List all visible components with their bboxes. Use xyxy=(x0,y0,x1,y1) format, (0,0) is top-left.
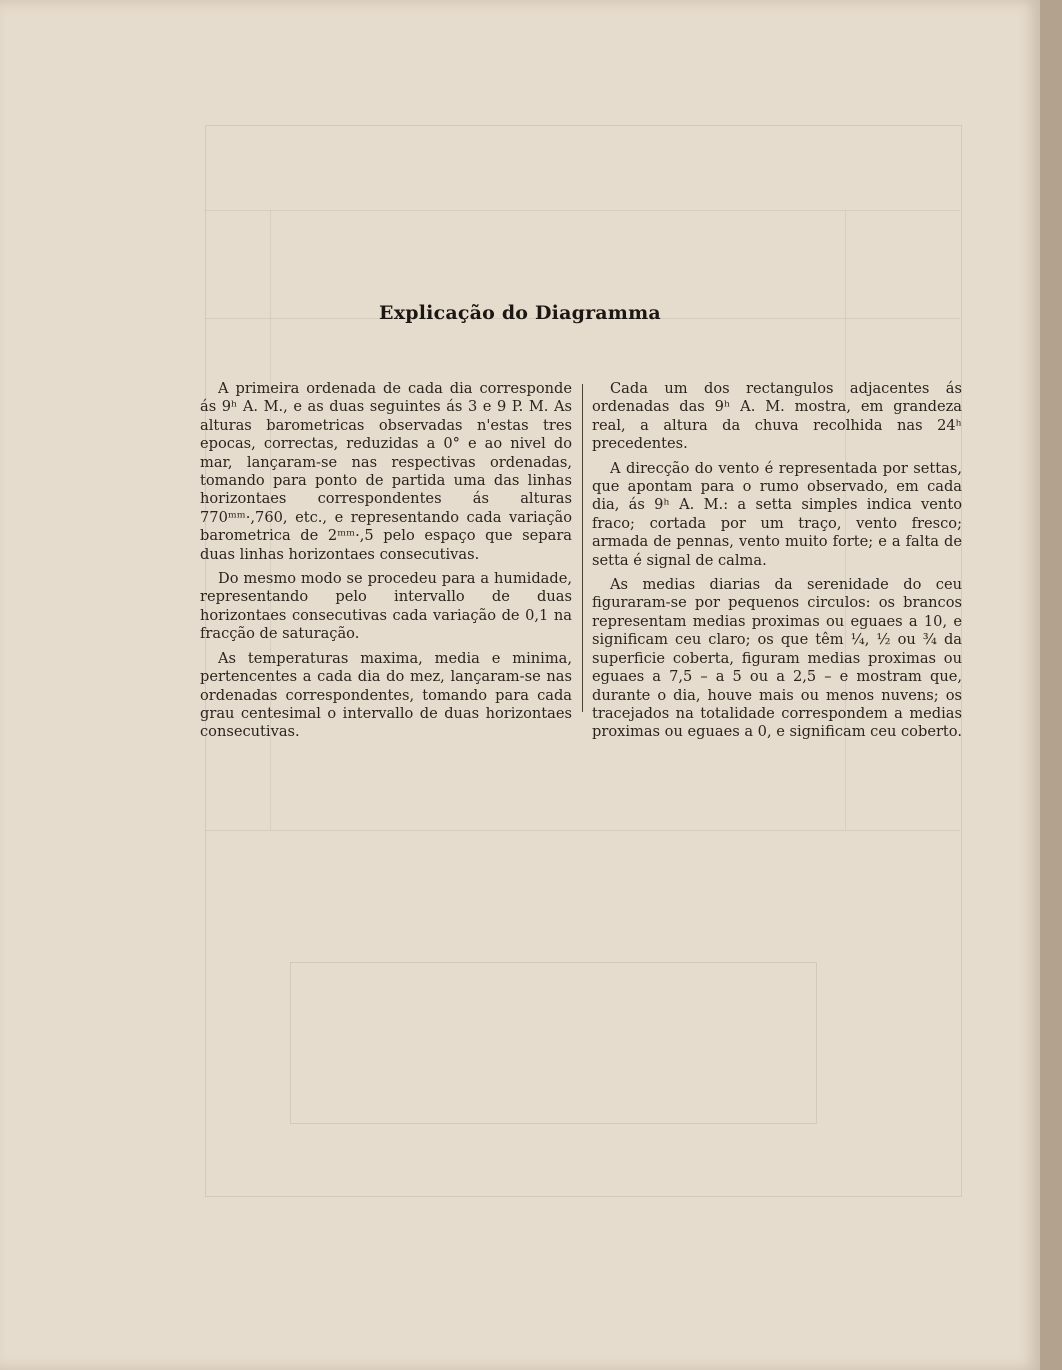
page-edge xyxy=(1040,0,1062,1370)
paragraph-humidity: Do mesmo modo se procedeu para a humidade, representando pelo intervallo de duas horizontaes consecutivas cada variação de 0,1 na fracção de saturação. xyxy=(200,570,572,643)
bleed-through-rule xyxy=(205,830,960,831)
paragraph-wind: A direcção do vento é representada por settas, que apontam para o rumo observado, em cada dia, ás 9ʰ A. M.: a setta simples indica vento fraco; cortada por um traço, vento fresco; armada de pennas, vento muito forte; e a falta de setta é signal de calma. xyxy=(592,459,962,569)
right-column xyxy=(592,380,962,748)
left-column xyxy=(200,380,572,748)
bleed-through-rule xyxy=(205,210,960,211)
bleed-through-box xyxy=(290,962,817,1124)
paragraph-rain: Cada um dos rectangulos adjacentes ás ordenadas das 9ʰ A. M. mostra, em grandeza real, a altura da chuva recolhida nas 24ʰ precedentes. xyxy=(592,380,962,453)
page-title: Explicação do Diagramma xyxy=(379,302,661,324)
paragraph-barometer: A primeira ordenada de cada dia corresponde ás 9ʰ A. M., e as duas seguintes ás 3 e 9 P. M. As alturas barometricas observadas n'estas tres epocas, correctas, reduzidas a 0° e ao nivel do mar, lançaram-se nas respectivas ordenadas, tomando para ponto de partida uma das linhas horizontaes correspondentes ás alturas 770ᵐᵐ·,760, etc., e representando cada variação barometrica de 2ᵐᵐ·,5 pelo espaço que separa duas linhas horizontaes consecutivas. xyxy=(200,380,572,563)
paragraph-sky: As medias diarias da serenidade do ceu figuraram-se por pequenos circulos: os brancos representam medias proximas ou eguaes a 10, e significam ceu claro; os que têm ¼, ½ ou ¾ da superficie coberta, figuram medias proximas ou eguaes a 7,5 – a 5 ou a 2,5 – e mostram que, durante o dia, houve mais ou menos nuvens; os tracejados na totalidade correspondem a medias proximas ou eguaes a 0, e significam ceu coberto. xyxy=(592,576,962,741)
paragraph-temperature: As temperaturas maxima, media e minima, pertencentes a cada dia do mez, lançaram-se nas ordenadas correspondentes, tomando para cada grau centesimal o intervallo de duas horizontaes consecutivas. xyxy=(200,649,572,741)
column-divider xyxy=(582,384,583,712)
